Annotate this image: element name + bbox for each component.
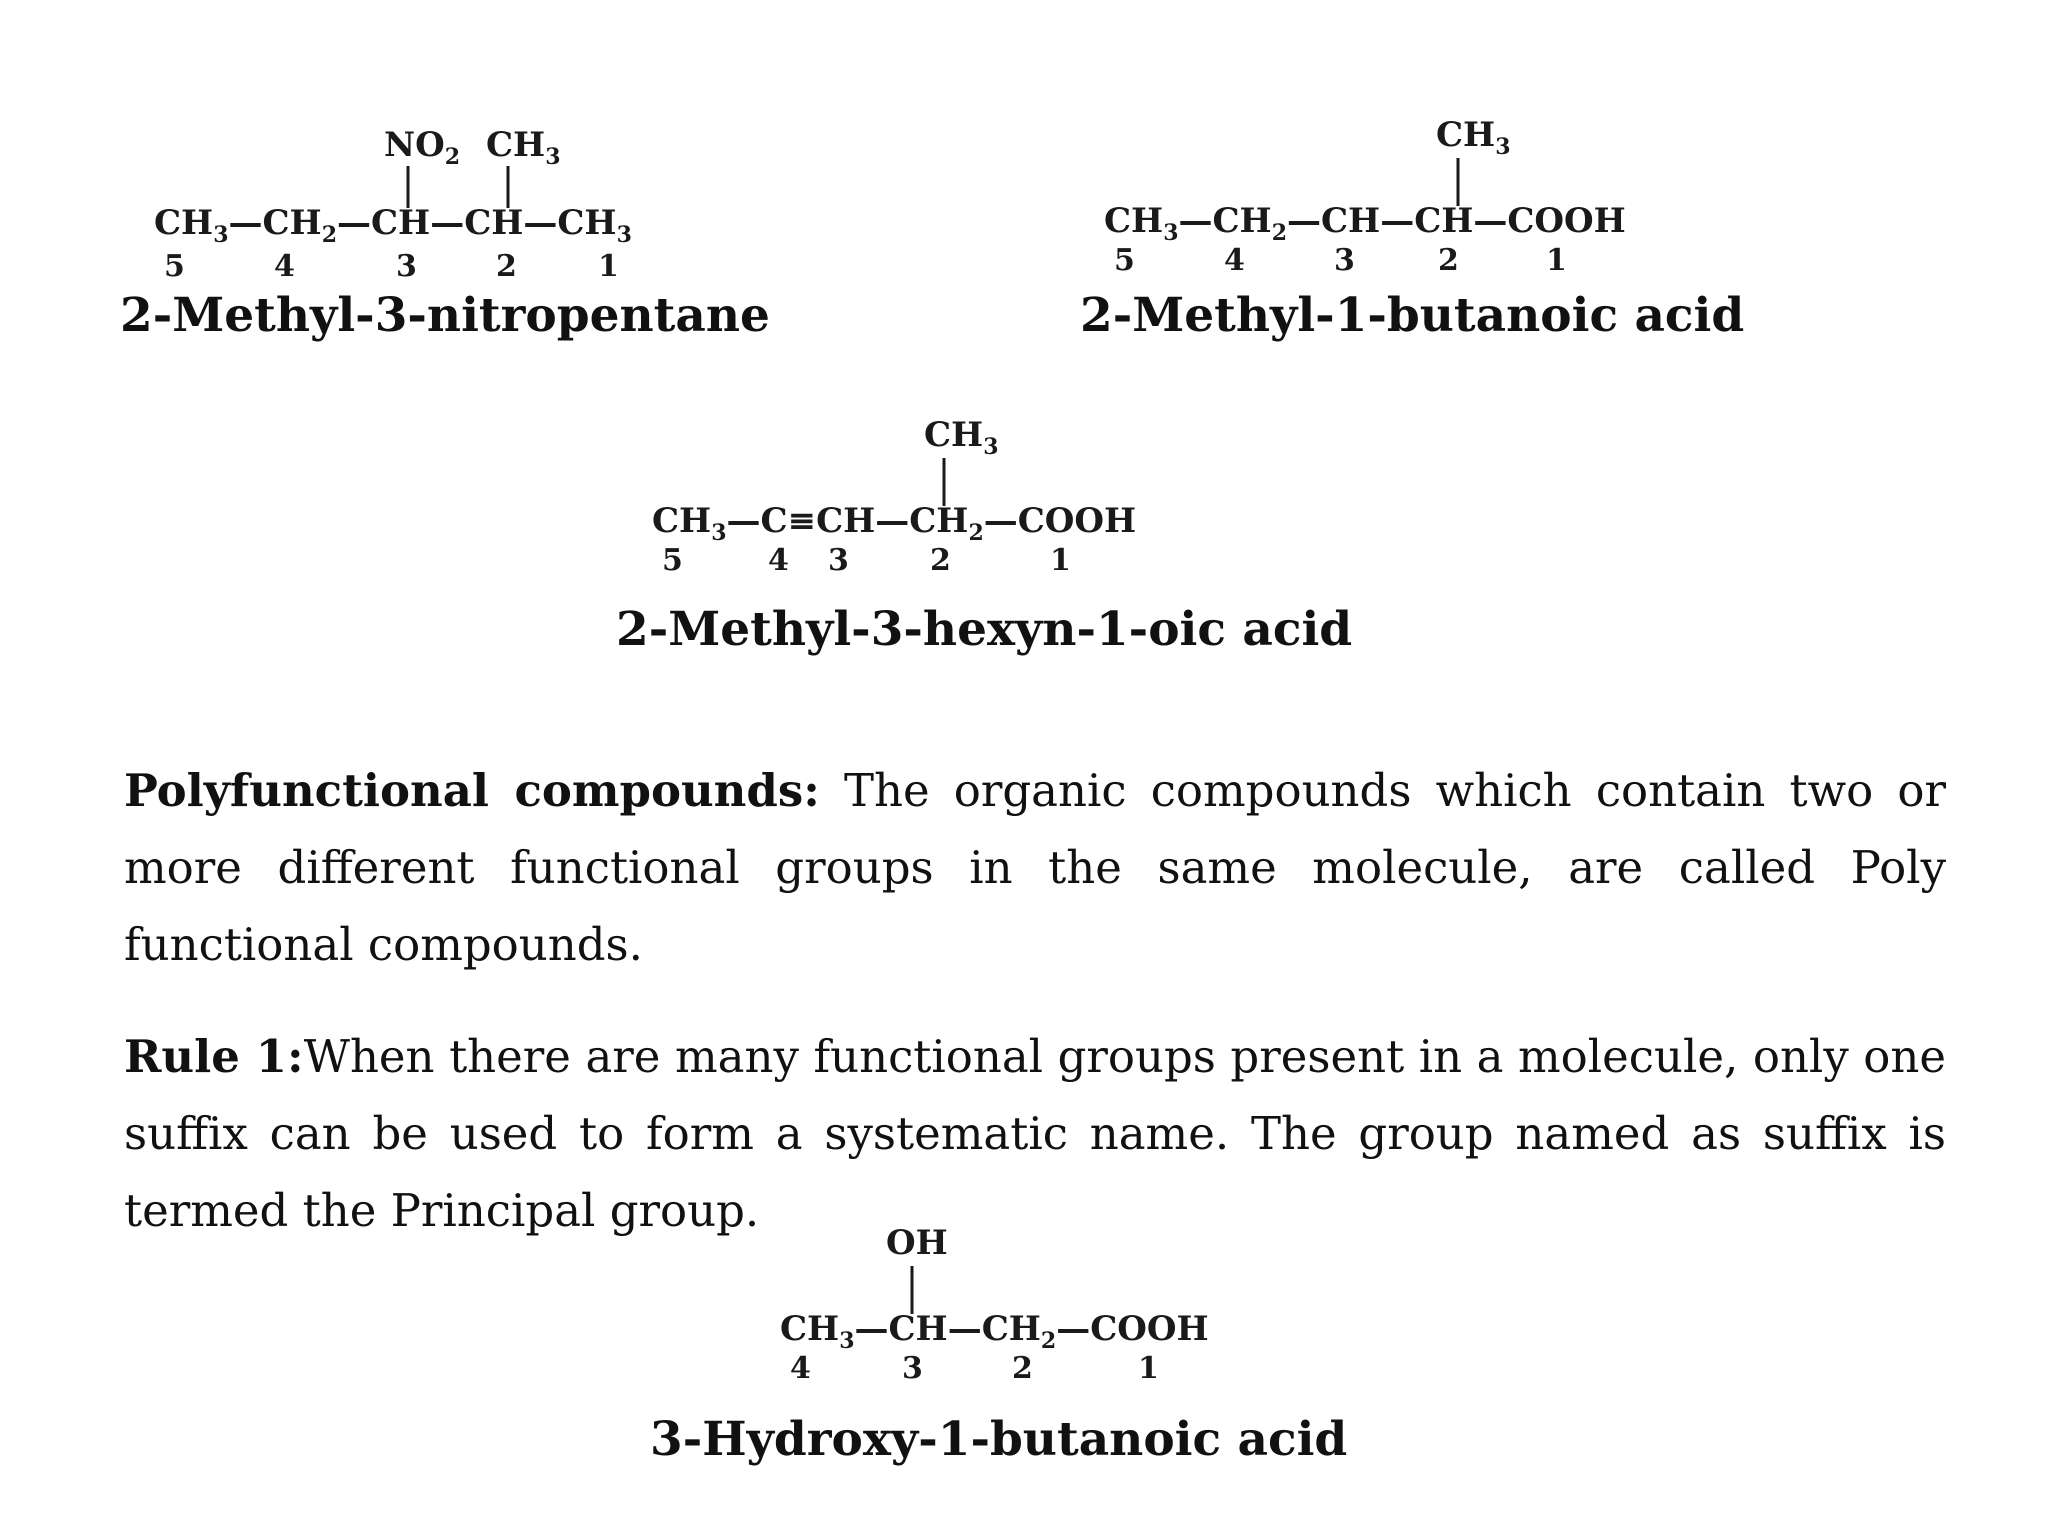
svg-text:CH3: CH3 xyxy=(486,125,561,170)
chain-group: CH xyxy=(816,501,876,541)
carbon-number: 1 xyxy=(1546,243,1567,278)
chain-group: COOH xyxy=(1017,501,1137,541)
paragraph-rule-1 xyxy=(124,1018,1946,1249)
chain-group: CH xyxy=(371,203,431,243)
carbon-number: 2 xyxy=(1438,243,1459,278)
chain-group: COOH xyxy=(1090,1309,1209,1349)
compound-name: 3-Hydroxy-1-butanoic acid xyxy=(650,1412,1348,1467)
svg-text:CH3—C≡CH—CH2—COOH: CH3—C≡CH—CH2—COOH xyxy=(652,501,1137,546)
chain-group: CH xyxy=(154,203,214,243)
chain-group: CH xyxy=(262,203,322,243)
svg-text:NO2: NO2 xyxy=(384,125,461,170)
carbon-number: 1 xyxy=(1138,1351,1159,1386)
carbon-number: 2 xyxy=(496,249,517,284)
carbon-number: 4 xyxy=(790,1351,811,1386)
chain-group: COOH xyxy=(1507,201,1626,241)
chain-group: CH xyxy=(652,501,712,541)
carbon-number: 1 xyxy=(598,249,619,284)
substituent-methyl: CH xyxy=(924,415,984,455)
carbon-number: 4 xyxy=(274,249,295,284)
term-polyfunctional-compounds: Polyfunctional compounds: xyxy=(124,764,820,817)
carbon-number: 3 xyxy=(396,249,417,284)
chain-group: CH xyxy=(1414,201,1474,241)
carbon-number: 5 xyxy=(662,543,683,578)
substituent-methyl: CH xyxy=(486,125,546,165)
carbon-number: 2 xyxy=(930,543,951,578)
chain-group: CH xyxy=(888,1309,948,1349)
compound-name: 2-Methyl-3-nitropentane xyxy=(120,288,770,343)
substituent-hydroxy: OH xyxy=(886,1223,948,1263)
rule-text: When there are many functional groups present in a molecule, only one suffix can be used to form a systematic name. The group named as suffix is termed the Principal group. xyxy=(124,1030,1947,1237)
structural-formula xyxy=(648,410,1208,580)
structural-formula xyxy=(1100,110,1680,280)
svg-text:CH3: CH3 xyxy=(924,415,999,460)
substituent-nitro: NO xyxy=(384,125,445,165)
chain-group: CH xyxy=(464,203,524,243)
carbon-number: 4 xyxy=(768,543,789,578)
chain-group: CH xyxy=(1321,201,1381,241)
carbon-number: 1 xyxy=(1050,543,1071,578)
substituent-methyl: CH xyxy=(1436,115,1496,155)
chain-group: CH xyxy=(1104,201,1164,241)
chain-group: CH xyxy=(780,1309,840,1349)
carbon-number: 5 xyxy=(164,249,185,284)
structure-2-methyl-3-nitropentane xyxy=(150,120,690,284)
compound-name: 2-Methyl-3-hexyn-1-oic acid xyxy=(616,602,1353,657)
chain-group: CH xyxy=(557,203,617,243)
chain-group: C xyxy=(760,501,788,541)
chain-group: CH xyxy=(909,501,969,541)
svg-text:CH3: CH3 xyxy=(1436,115,1511,160)
structure-2-methyl-1-butanoic-acid xyxy=(1100,110,1680,280)
carbon-number: 3 xyxy=(828,543,849,578)
term-rule-1: Rule 1: xyxy=(124,1030,304,1083)
carbon-number: 5 xyxy=(1114,243,1135,278)
chain-group: CH xyxy=(1212,201,1272,241)
paragraph-polyfunctional-compounds xyxy=(124,752,1946,983)
compound-name: 2-Methyl-1-butanoic acid xyxy=(1080,288,1745,343)
carbon-number: 2 xyxy=(1012,1351,1033,1386)
structural-formula xyxy=(150,120,690,284)
carbon-number: 4 xyxy=(1224,243,1245,278)
svg-text:CH3—CH2—CH—CH—CH3: CH3—CH2—CH—CH—CH3 xyxy=(154,203,632,248)
carbon-number: 3 xyxy=(902,1351,923,1386)
definition-text: The organic compounds which contain two or more different functional groups in the same molecule, are called Poly functional compounds. xyxy=(124,764,1946,971)
svg-text:CH3—CH2—CH—CH—COOH: CH3—CH2—CH—CH—COOH xyxy=(1104,201,1626,246)
structural-formula xyxy=(776,1218,1256,1388)
carbon-number: 3 xyxy=(1334,243,1355,278)
structure-3-hydroxy-1-butanoic-acid xyxy=(776,1218,1256,1388)
structure-2-methyl-3-hexyn-1-oic-acid xyxy=(648,410,1208,580)
chain-group: CH xyxy=(981,1309,1041,1349)
svg-text:CH3—CH—CH2—COOH: CH3—CH—CH2—COOH xyxy=(780,1309,1209,1354)
